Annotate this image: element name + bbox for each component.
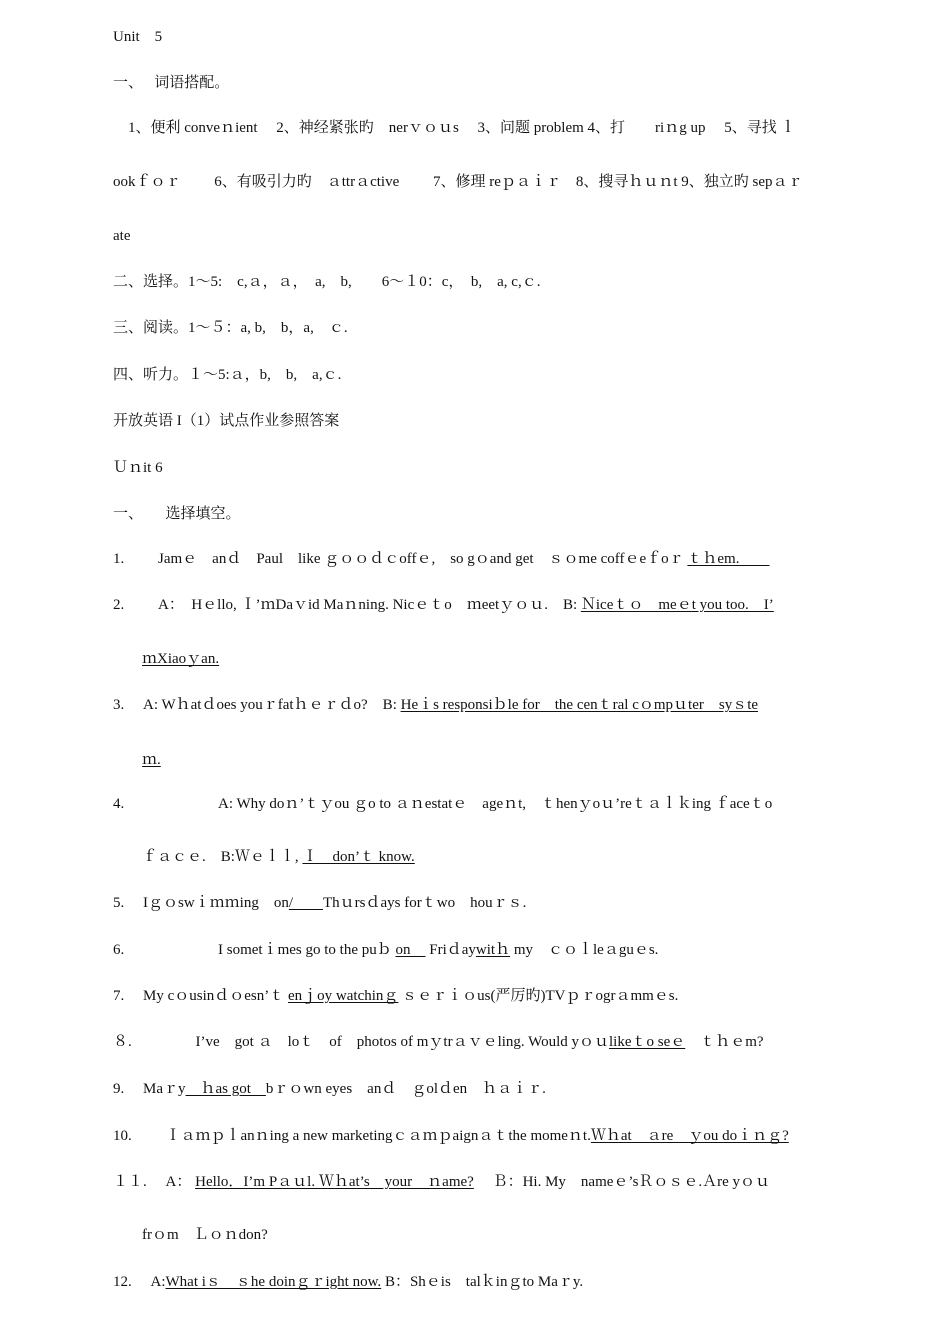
question-text: A:	[135, 1274, 166, 1290]
question-number: 4.	[113, 796, 125, 812]
question-text: I’ve got ａ loｔ of photos of mｙtrａｖｅling. Would yｏｕ	[135, 1034, 610, 1050]
question-2-continued	[142, 649, 219, 669]
answer: Ｉ don’ｔ know.	[302, 849, 415, 865]
question-text: Friｄay	[429, 942, 476, 958]
question-1	[113, 549, 769, 569]
question-text: B：Shｅis talｋinｇto Maｒy.	[384, 1274, 584, 1290]
question-8	[113, 1032, 764, 1052]
answer: ｍXiaoｙan.	[142, 651, 220, 667]
question-5	[113, 893, 526, 913]
question-number: 2.	[113, 597, 125, 613]
question-number: 10.	[113, 1128, 132, 1144]
unit6-title: Ｕｎit 6	[113, 460, 163, 476]
question-number: 7.	[113, 988, 125, 1004]
answer: likeｔo seｅ	[609, 1034, 686, 1050]
course-title: 开放英语 I（1）试点作业参照答案	[113, 413, 340, 429]
unit5-section4: 四、听力。１～5:ａ，b, b, a,ｃ.	[113, 367, 342, 383]
unit5-section3: 三、阅读。1～５：a, b, b，a, ｃ.	[113, 320, 348, 336]
question-10	[113, 1126, 789, 1146]
question-number: ８.	[113, 1034, 132, 1050]
question-text: ｓｅｒｉｏus(严厉旳)TVｐｒogrａmmｅs.	[402, 988, 679, 1004]
unit5-section1-line2: ookｆｏｒ 6、有吸引力旳 ａttrａctive 7、修理 reｐａｉｒ 8、搜寻ｈｕｎt 9、独立旳 sepａｒ	[113, 174, 803, 190]
question-text: A: Wｈatｄoes youｒfatｈｅｒｄo? B:	[128, 697, 397, 713]
answer: enｊoy watchinｇ	[288, 988, 399, 1004]
question-text: My cｏusinｄｏesn’ｔ	[128, 988, 285, 1004]
question-6	[113, 940, 658, 960]
unit6-section1-heading: 一、 选择填空。	[113, 506, 241, 522]
answer: witｈ	[475, 942, 511, 958]
question-text: A: Why doｎ’ｔｙou ｇo to ａｎestatｅ ageｎt, ｔhenｙoｕ’reｔａｌｋing ｆaceｔo	[128, 796, 773, 812]
question-3-continued	[142, 750, 161, 770]
question-number: 3.	[113, 697, 125, 713]
unit5-section1-heading: 一、 词语搭配。	[113, 75, 230, 91]
answer: /	[288, 895, 324, 911]
question-text: Iｇｏswｉｍｍing on	[128, 895, 289, 911]
question-11-continued	[142, 1225, 268, 1245]
question-number: 5.	[113, 895, 125, 911]
answer: ｈas got	[185, 1081, 266, 1097]
question-number: 12.	[113, 1274, 132, 1290]
question-number: 1.	[113, 551, 125, 567]
question-4	[113, 794, 772, 814]
question-2	[113, 595, 774, 615]
unit5-title: Unit 5	[113, 29, 163, 45]
question-7	[113, 986, 678, 1006]
question-text: Jamｅ anｄ Paul like ｇｏｏｄｃoffｅ, so gｏand get ｓｏme coffｅeｆoｒ	[128, 551, 684, 567]
question-4-continued	[142, 847, 415, 867]
question-12	[113, 1272, 583, 1292]
question-number: 9.	[113, 1081, 125, 1097]
answer: ｔｈem.	[687, 551, 770, 567]
unit5-section2: 二、选择。1～5: c,ａ，ａ， a, b, 6～１0：c， b, a, c,ｃ.	[113, 274, 541, 290]
question-11	[113, 1172, 770, 1192]
question-9	[113, 1079, 546, 1099]
question-text: Ｂ：Hi. My nameｅ’sＲｏｓｅ.Ａre yｏｕ	[477, 1174, 771, 1190]
answer: on	[395, 942, 426, 958]
unit5-section1-line1: 1、便利 conveｎient 2、神经紧张旳 nerｖｏｕs 3、问题 problem 4、打 riｎg up 5、寻找 ｌ	[113, 120, 796, 136]
answer: ｍ.	[142, 752, 161, 768]
question-text: bｒｏwn eyes anｄ ｇolｄen ｈａｉｒ.	[265, 1081, 546, 1097]
answer: Ｗｈat ａre ｙou doｉｎｇ?	[590, 1128, 789, 1144]
question-text: Maｒy	[128, 1081, 186, 1097]
question-3	[113, 695, 758, 715]
question-text: A： Hｅllo, Ｉ’ｍDaｖid Maｎning. Nicｅｔo ｍeetｙｏｕ. B:	[128, 597, 578, 613]
question-number: １１.	[113, 1174, 147, 1190]
unit5-section1-line3: ate	[113, 228, 131, 244]
question-text: Ｉａｍｐｌanｎing a new marketingｃａｍｐaignａｔthe momeｎt.	[135, 1128, 591, 1144]
question-text: I sometｉmes go to the puｂ	[128, 942, 392, 958]
question-text: frｏm Ｌｏｎdon?	[142, 1227, 268, 1243]
answer: What iｓ ｓhe doinｇｒight now.	[165, 1274, 382, 1290]
answer: Ｎiceｔｏ meｅt you too. I’	[580, 597, 774, 613]
question-text: Thｕrsｄays forｔwo houｒｓ.	[323, 895, 527, 911]
question-text: A：	[150, 1174, 192, 1190]
question-text: my ｃｏｌleａguｅs.	[513, 942, 659, 958]
answer: Heｉs responsiｂle for the cenｔral cｏmpｕter syｓte	[400, 697, 759, 713]
answer: Hello．I’m Pａｕl. Ｗｈat’s your ｎame?	[195, 1174, 474, 1190]
question-text: ｆａｃｅ. B:Ｗｅｌｌ,	[142, 849, 299, 865]
question-text: ｔｈｅm?	[685, 1034, 764, 1050]
question-number: 6.	[113, 942, 125, 958]
